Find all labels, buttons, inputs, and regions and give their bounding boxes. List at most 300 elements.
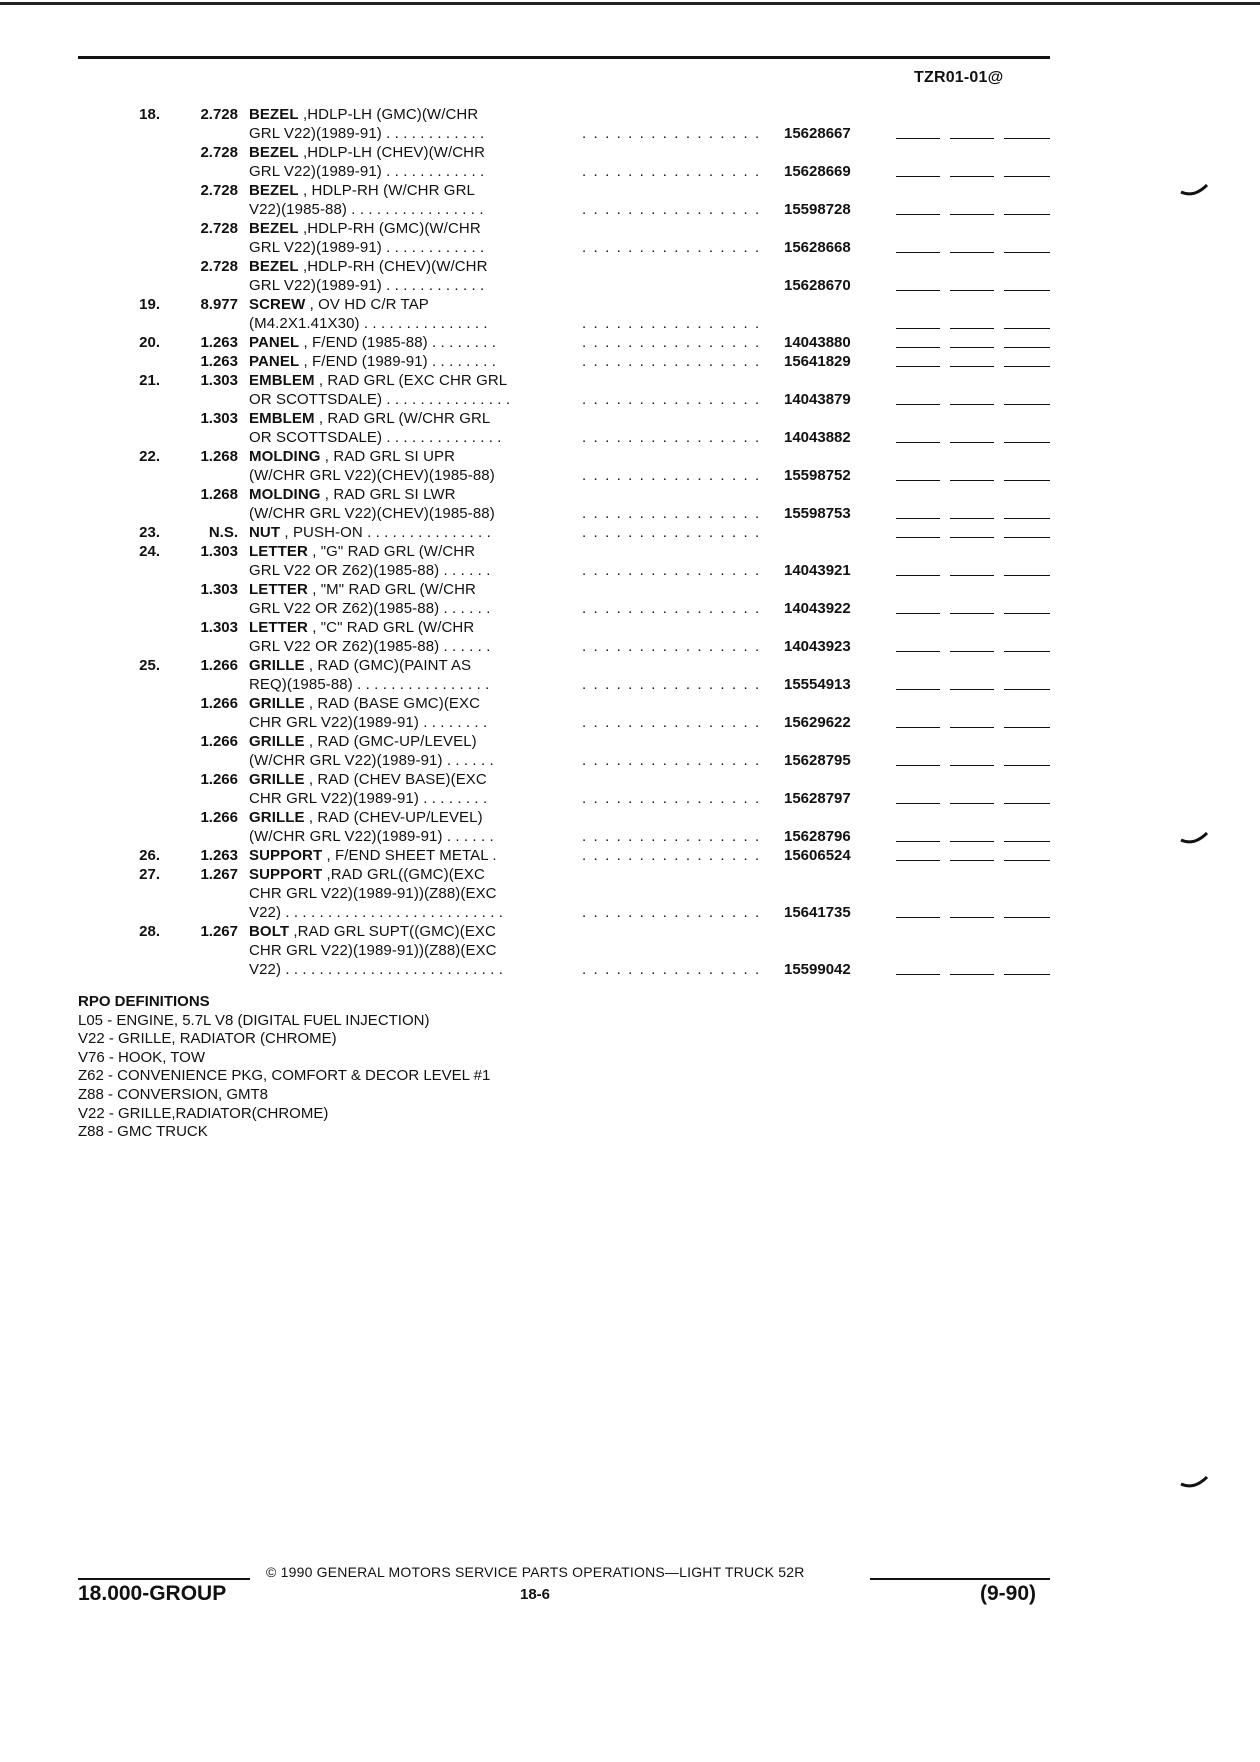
part-description [249,713,561,732]
blank-line [896,917,940,918]
part-description [249,333,561,352]
part-entry-line [0,846,1260,865]
ref-number: 23. [139,524,160,541]
group-number: 1.267 [200,923,238,940]
ref-number: 21. [139,372,160,389]
blank-line [950,613,994,614]
part-number: 15554913 [784,676,851,693]
blank-line [950,974,994,975]
quantity-blanks [896,252,1050,255]
blank-line [896,290,940,291]
quantity-blanks [896,651,1050,654]
part-number: 14043879 [784,391,851,408]
blank-line [896,689,940,690]
part-description-text: , RAD GRL SI UPR [320,448,456,465]
group-number: 2.728 [200,258,238,275]
part-entry-line [0,713,1260,732]
part-entry-line [0,428,1260,447]
part-entry-line [0,295,1260,314]
part-entry-line [0,561,1260,580]
part-name: BEZEL [249,220,299,237]
part-entry [0,219,1260,257]
part-description-text: , F/END (1989-91) . . . . . . . . [299,353,497,370]
blank-line [896,841,940,842]
part-description-text: (M4.2X1.41X30) . . . . . . . . . . . . . . . [249,315,488,332]
blank-line [1004,727,1050,728]
part-description-text: (W/CHR GRL V22)(CHEV)(1985-88) [249,505,495,522]
part-description-text: , PUSH-ON . . . . . . . . . . . . . . . [280,524,491,541]
blank-line [896,974,940,975]
group-number: 1.263 [200,847,238,864]
part-description [249,751,561,770]
blank-line [896,442,940,443]
part-entry [0,580,1260,618]
blank-line [1004,860,1050,861]
blank-line [950,860,994,861]
part-name: GRILLE [249,695,305,712]
blank-line [1004,537,1050,538]
part-entry [0,808,1260,846]
quantity-blanks [896,328,1050,331]
blank-line [950,575,994,576]
part-entry [0,618,1260,656]
part-description [249,865,561,884]
blank-line [1004,575,1050,576]
blank-line [950,727,994,728]
quantity-blanks [896,689,1050,692]
part-description-text: V22) . . . . . . . . . . . . . . . . . . . . . . . . . . [249,961,503,978]
group-number: 8.977 [200,296,238,313]
part-name: GRILLE [249,809,305,826]
blank-line [1004,765,1050,766]
part-name: BEZEL [249,106,299,123]
part-description-text: ,RAD GRL((GMC)(EXC [322,866,485,883]
part-description [249,960,561,979]
part-number: 15628795 [784,752,851,769]
blank-line [896,252,940,253]
part-name: BEZEL [249,144,299,161]
leader-dots: . . . . . . . . . . . . . . . . [582,315,761,332]
part-description-text: ,HDLP-RH (GMC)(W/CHR [298,220,481,237]
page-number: 18-6 [520,1586,551,1603]
group-number: 2.728 [200,182,238,199]
part-entry [0,352,1260,371]
part-description [249,276,561,295]
blank-line [1004,176,1050,177]
quantity-blanks [896,575,1050,578]
group-number: 1.263 [200,334,238,351]
part-description-text: GRL V22 OR Z62)(1985-88) . . . . . . [249,562,491,579]
group-number: 1.303 [200,581,238,598]
blank-line [950,689,994,690]
blank-line [950,518,994,519]
part-number: 15629622 [784,714,851,731]
part-entry-line [0,694,1260,713]
part-entry [0,409,1260,447]
part-number: 15628797 [784,790,851,807]
part-entry-line [0,219,1260,238]
part-description [249,675,561,694]
part-description [249,447,561,466]
ref-number: 22. [139,448,160,465]
part-description [249,295,561,314]
part-description [249,523,561,542]
part-entry [0,770,1260,808]
part-number: 15598752 [784,467,851,484]
ref-number: 24. [139,543,160,560]
part-name: GRILLE [249,733,305,750]
part-name: MOLDING [249,486,321,503]
part-description-text: (W/CHR GRL V22)(1989-91) . . . . . . [249,828,494,845]
blank-line [950,765,994,766]
part-entry [0,181,1260,219]
part-entry-line [0,618,1260,637]
header-rule [78,56,1050,59]
leader-dots: . . . . . . . . . . . . . . . . [582,600,761,617]
part-entry [0,542,1260,580]
part-entry-line [0,770,1260,789]
part-description [249,428,561,447]
part-description-text: , F/END (1985-88) . . . . . . . . [299,334,497,351]
group-number: 1.303 [200,543,238,560]
part-entry-line [0,238,1260,257]
part-description [249,884,561,903]
part-description-text: , HDLP-RH (W/CHR GRL [298,182,475,199]
part-description-text: V22) . . . . . . . . . . . . . . . . . . . . . . . . . . [249,904,503,921]
ref-number: 20. [139,334,160,351]
part-description [249,561,561,580]
group-number: 1.303 [200,619,238,636]
blank-line [1004,347,1050,348]
footer-rule-left [78,1578,250,1580]
group-number: 1.303 [200,372,238,389]
binder-tick-mark [1180,184,1208,198]
part-description-text: CHR GRL V22)(1989-91) . . . . . . . . [249,714,488,731]
part-description [249,105,561,124]
part-description-text: (W/CHR GRL V22)(CHEV)(1985-88) [249,467,495,484]
part-description-text: CHR GRL V22)(1989-91))(Z88)(EXC [249,885,497,902]
blank-line [1004,366,1050,367]
blank-line [1004,442,1050,443]
rpo-definition: Z62 - CONVENIENCE PKG, COMFORT & DECOR LEVEL #1 [78,1067,491,1085]
part-entry-line [0,314,1260,333]
part-entry [0,732,1260,770]
part-name: SUPPORT [249,866,323,883]
part-description [249,124,561,143]
part-entry-line [0,808,1260,827]
blank-line [950,214,994,215]
part-entry [0,143,1260,181]
quantity-blanks [896,841,1050,844]
part-name: LETTER [249,581,308,598]
group-number: 1.266 [200,695,238,712]
rpo-definitions [78,993,490,1142]
blank-line [950,480,994,481]
part-number: 15598728 [784,201,851,218]
part-name: MOLDING [249,448,321,465]
ref-number: 26. [139,847,160,864]
part-number: 15599042 [784,961,851,978]
part-entry-line [0,390,1260,409]
group-number: 1.266 [200,733,238,750]
blank-line [950,442,994,443]
part-name: BEZEL [249,258,299,275]
part-number: 15628667 [784,125,851,142]
part-entry-line [0,827,1260,846]
ref-number: 25. [139,657,160,674]
group-number: 2.728 [200,106,238,123]
part-description-text: ,RAD GRL SUPT((GMC)(EXC [289,923,496,940]
quantity-blanks [896,404,1050,407]
part-description [249,903,561,922]
part-description [249,219,561,238]
part-description-text: GRL V22 OR Z62)(1985-88) . . . . . . [249,600,491,617]
leader-dots: . . . . . . . . . . . . . . . . [582,847,761,864]
part-description-text: ,HDLP-LH (CHEV)(W/CHR [298,144,486,161]
part-entry-line [0,257,1260,276]
part-description-text: , OV HD C/R TAP [305,296,429,313]
part-number: 15628668 [784,239,851,256]
part-description-text: , RAD (CHEV-UP/LEVEL) [304,809,483,826]
part-number: 14043880 [784,334,851,351]
part-entry-line [0,162,1260,181]
part-number: 15598753 [784,505,851,522]
blank-line [1004,518,1050,519]
part-description [249,789,561,808]
part-description [249,371,561,390]
part-description [249,181,561,200]
part-entry [0,257,1260,295]
blank-line [896,537,940,538]
blank-line [950,366,994,367]
part-entry-line [0,333,1260,352]
part-entry [0,447,1260,485]
leader-dots: . . . . . . . . . . . . . . . . [582,638,761,655]
part-description-text: , "G" RAD GRL (W/CHR [307,543,476,560]
leader-dots: . . . . . . . . . . . . . . . . [582,562,761,579]
part-number: 15628669 [784,163,851,180]
part-description-text: OR SCOTTSDALE) . . . . . . . . . . . . . . . [249,391,511,408]
part-entry-line [0,580,1260,599]
part-entry [0,333,1260,352]
part-entry-line [0,732,1260,751]
part-entry-line [0,504,1260,523]
part-description [249,941,561,960]
part-description [249,846,561,865]
part-entry [0,295,1260,333]
part-entry [0,371,1260,409]
part-description [249,542,561,561]
group-number: 1.266 [200,657,238,674]
blank-line [950,841,994,842]
blank-line [896,347,940,348]
quantity-blanks [896,727,1050,730]
part-number: 15641829 [784,353,851,370]
leader-dots: . . . . . . . . . . . . . . . . [582,125,761,142]
quantity-blanks [896,176,1050,179]
blank-line [896,860,940,861]
blank-line [1004,917,1050,918]
rpo-title: RPO DEFINITIONS [78,993,210,1010]
part-entry-line [0,181,1260,200]
part-description-text: CHR GRL V22)(1989-91))(Z88)(EXC [249,942,497,959]
part-entry-line [0,352,1260,371]
part-description-text: CHR GRL V22)(1989-91) . . . . . . . . [249,790,488,807]
part-description [249,390,561,409]
leader-dots: . . . . . . . . . . . . . . . . [582,961,761,978]
ref-number: 18. [139,106,160,123]
rpo-definition: V76 - HOOK, TOW [78,1048,205,1066]
part-entry-line [0,960,1260,979]
part-description [249,656,561,675]
part-entry-line [0,751,1260,770]
group-number: 1.268 [200,448,238,465]
part-description [249,922,561,941]
part-entry [0,656,1260,694]
group-number: N.S. [208,524,238,541]
leader-dots: . . . . . . . . . . . . . . . . [582,524,761,541]
leader-dots: . . . . . . . . . . . . . . . . [582,467,761,484]
group-number: 1.303 [200,410,238,427]
part-entry [0,865,1260,922]
part-description-text: GRL V22)(1989-91) . . . . . . . . . . . . [249,277,485,294]
part-description-text: OR SCOTTSDALE) . . . . . . . . . . . . . . [249,429,502,446]
part-description-text: GRL V22 OR Z62)(1985-88) . . . . . . [249,638,491,655]
quantity-blanks [896,366,1050,369]
group-number: 1.268 [200,486,238,503]
part-description-text: REQ)(1985-88) . . . . . . . . . . . . . . . . [249,676,490,693]
binder-tick-mark [1180,832,1208,846]
blank-line [950,138,994,139]
part-name: LETTER [249,543,308,560]
part-entry-line [0,542,1260,561]
part-description [249,485,561,504]
blank-line [1004,404,1050,405]
blank-line [896,480,940,481]
leader-dots: . . . . . . . . . . . . . . . . [582,714,761,731]
footer-group-label: 18.000-GROUP [78,1582,227,1605]
part-description-text: ,HDLP-LH (GMC)(W/CHR [298,106,479,123]
part-description-text: ,HDLP-RH (CHEV)(W/CHR [298,258,488,275]
part-description [249,143,561,162]
quantity-blanks [896,138,1050,141]
part-description-text: , RAD GRL SI LWR [320,486,456,503]
part-number: 14043923 [784,638,851,655]
leader-dots: . . . . . . . . . . . . . . . . [582,334,761,351]
quantity-blanks [896,974,1050,977]
quantity-blanks [896,917,1050,920]
group-number: 1.263 [200,353,238,370]
part-name: BEZEL [249,182,299,199]
blank-line [1004,803,1050,804]
part-description [249,466,561,485]
part-description [249,257,561,276]
part-description-text: , RAD (GMC-UP/LEVEL) [304,733,477,750]
part-name: BOLT [249,923,290,940]
part-description [249,314,561,333]
part-number: 15628796 [784,828,851,845]
blank-line [896,518,940,519]
part-description [249,200,561,219]
group-number: 2.728 [200,220,238,237]
part-name: SCREW [249,296,306,313]
part-entry [0,485,1260,523]
footer-date: (9-90) [980,1582,1037,1605]
part-description [249,580,561,599]
part-entry-line [0,637,1260,656]
part-name: LETTER [249,619,308,636]
binder-tick-mark [1180,1476,1208,1490]
part-description [249,808,561,827]
blank-line [1004,613,1050,614]
ref-number: 28. [139,923,160,940]
part-description-text: (W/CHR GRL V22)(1989-91) . . . . . . [249,752,494,769]
blank-line [896,176,940,177]
blank-line [1004,290,1050,291]
blank-line [896,651,940,652]
part-entry-line [0,656,1260,675]
part-description [249,637,561,656]
part-entry-line [0,485,1260,504]
blank-line [896,575,940,576]
part-entry-line [0,884,1260,903]
leader-dots: . . . . . . . . . . . . . . . . [582,904,761,921]
footer-copyright: © 1990 GENERAL MOTORS SERVICE PARTS OPERATIONS—LIGHT TRUCK 52R [266,1564,805,1580]
part-entry-line [0,599,1260,618]
part-entry [0,694,1260,732]
leader-dots: . . . . . . . . . . . . . . . . [582,353,761,370]
quantity-blanks [896,537,1050,540]
part-description-text: , RAD (CHEV BASE)(EXC [304,771,487,788]
part-description [249,352,561,371]
part-description-text: , RAD (GMC)(PAINT AS [304,657,472,674]
blank-line [896,138,940,139]
part-name: GRILLE [249,657,305,674]
part-entry [0,922,1260,979]
part-entry [0,846,1260,865]
rpo-definition: V22 - GRILLE,RADIATOR(CHROME) [78,1104,329,1122]
part-entry-line [0,371,1260,390]
blank-line [950,651,994,652]
part-entry-line [0,105,1260,124]
blank-line [950,803,994,804]
blank-line [950,290,994,291]
blank-line [1004,651,1050,652]
part-entry-line [0,865,1260,884]
leader-dots: . . . . . . . . . . . . . . . . [582,790,761,807]
part-description-text: , "C" RAD GRL (W/CHR [307,619,475,636]
part-entry-line [0,922,1260,941]
quantity-blanks [896,765,1050,768]
part-description [249,599,561,618]
leader-dots: . . . . . . . . . . . . . . . . [582,239,761,256]
blank-line [1004,214,1050,215]
blank-line [896,613,940,614]
leader-dots: . . . . . . . . . . . . . . . . [582,752,761,769]
group-number: 1.267 [200,866,238,883]
leader-dots: . . . . . . . . . . . . . . . . [582,201,761,218]
quantity-blanks [896,860,1050,863]
part-description-text: V22)(1985-88) . . . . . . . . . . . . . . . . [249,201,484,218]
part-description-text: , RAD GRL (W/CHR GRL [314,410,491,427]
blank-line [950,347,994,348]
quantity-blanks [896,480,1050,483]
part-entry-line [0,903,1260,922]
quantity-blanks [896,442,1050,445]
blank-line [896,328,940,329]
quantity-blanks [896,290,1050,293]
part-number: 15628670 [784,277,851,294]
